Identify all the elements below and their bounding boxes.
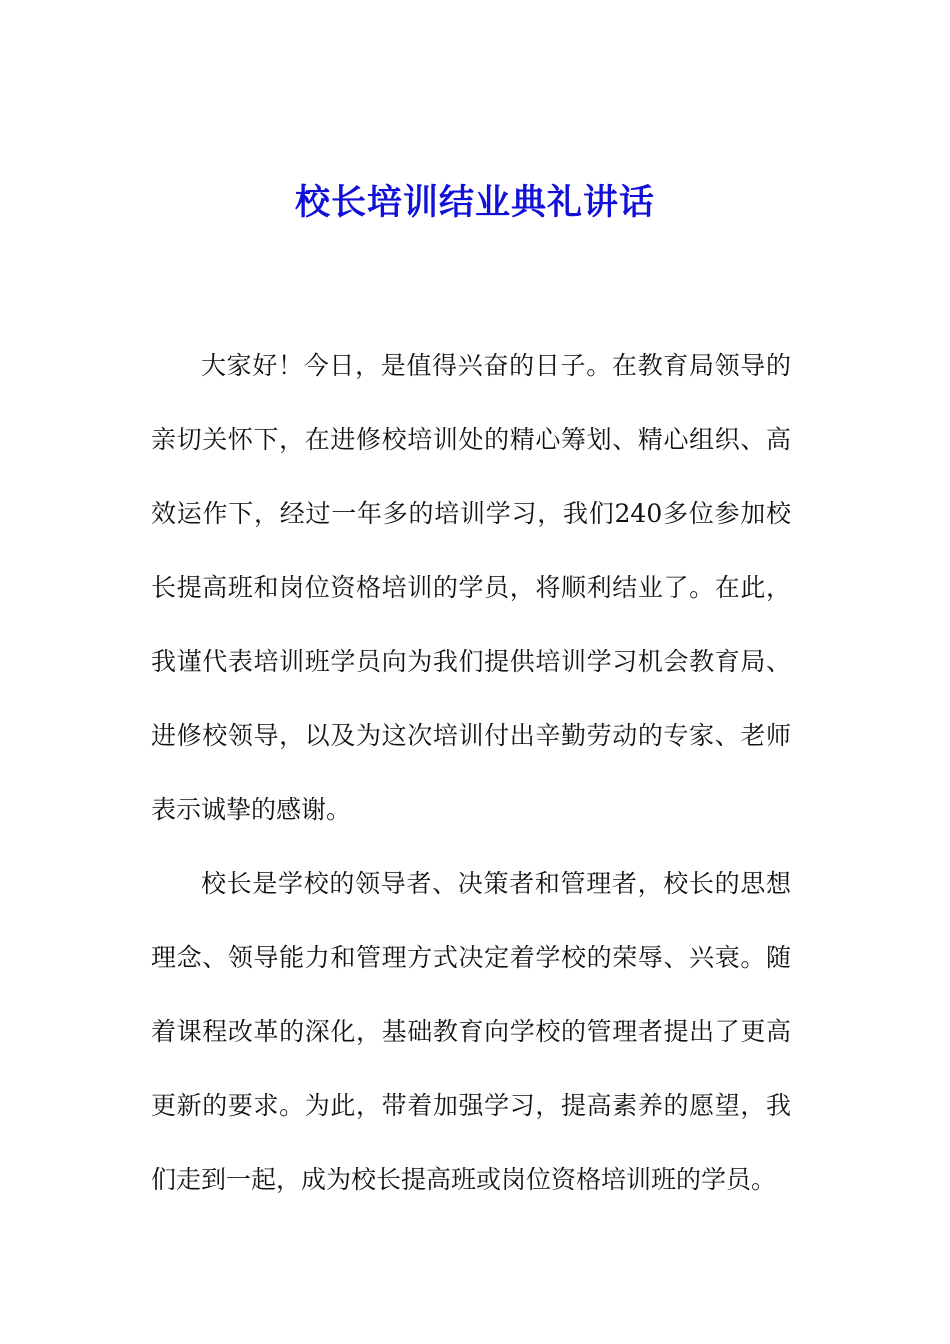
document-body <box>151 329 791 1217</box>
paragraph-2: 校长是学校的领导者、决策者和管理者，校长的思想理念、领导能力和管理方式决定着学校的荣辱、兴衰。随着课程改革的深化，基础教育向学校的管理者提出了更高更新的要求。为此，带着加强学习，提高素养的愿望，我们走到一起，成为校长提高班或岗位资格培训班的学员。 <box>151 869 791 1194</box>
paragraph-1: 大家好！今日，是值得兴奋的日子。在教育局领导的亲切关怀下，在进修校培训处的精心筹划、精心组织、高效运作下，经过一年多的培训学习，我们240多位参加校长提高班和岗位资格培训的学员，将顺利结业了。在此，我谨代表培训班学员向为我们提供培训学习机会教育局、进修校领导，以及为这次培训付出辛勤劳动的专家、老师表示诚挚的感谢。 <box>151 351 791 824</box>
document-title: 校长培训结业典礼讲话 <box>294 182 655 223</box>
